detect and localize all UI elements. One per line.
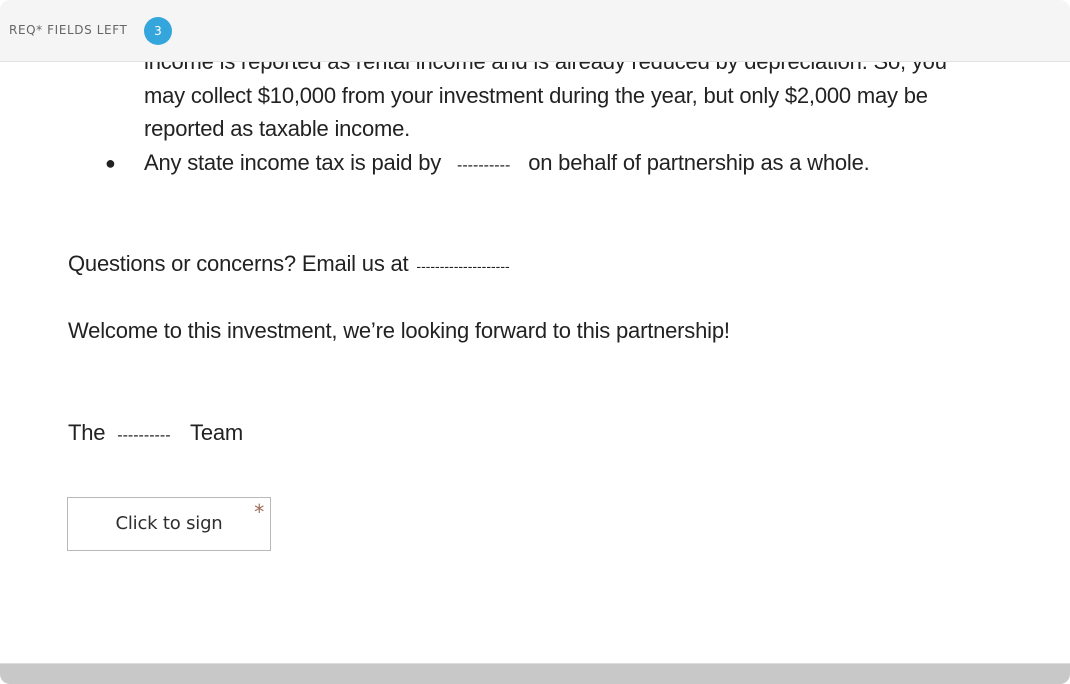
signoff-line bbox=[68, 418, 243, 451]
questions-text: Questions or concerns? Email us at bbox=[68, 251, 409, 276]
paragraph-line: may collect $10,000 from your investment during the year, but only $2,000 may be bbox=[144, 83, 928, 108]
sign-button-label: Click to sign bbox=[115, 513, 223, 534]
bullet-icon: ● bbox=[105, 153, 116, 173]
required-fields-bar bbox=[0, 0, 1070, 62]
blank-field: ---------- bbox=[457, 157, 511, 174]
signoff-text: The bbox=[68, 420, 106, 445]
bullet-text: on behalf of partnership as a whole. bbox=[528, 150, 870, 175]
paragraph-line: reported as taxable income. bbox=[144, 116, 411, 141]
required-fields-count-badge[interactable]: 3 bbox=[144, 17, 172, 45]
required-fields-label: REQ* FIELDS LEFT bbox=[9, 23, 128, 37]
bullet-text: Any state income tax is paid by bbox=[144, 150, 442, 175]
signoff-text: Team bbox=[190, 420, 244, 445]
required-asterisk-icon: * bbox=[254, 500, 264, 524]
team-blank-field: ---------- bbox=[117, 427, 171, 444]
click-to-sign-button[interactable] bbox=[67, 497, 271, 551]
questions-line bbox=[68, 249, 510, 281]
horizontal-scrollbar[interactable] bbox=[0, 663, 1070, 684]
welcome-line: Welcome to this investment, we’re looking forward to this partnership! bbox=[68, 318, 730, 343]
email-blank-field: -------------------- bbox=[416, 258, 510, 274]
bullet-item bbox=[144, 148, 870, 181]
